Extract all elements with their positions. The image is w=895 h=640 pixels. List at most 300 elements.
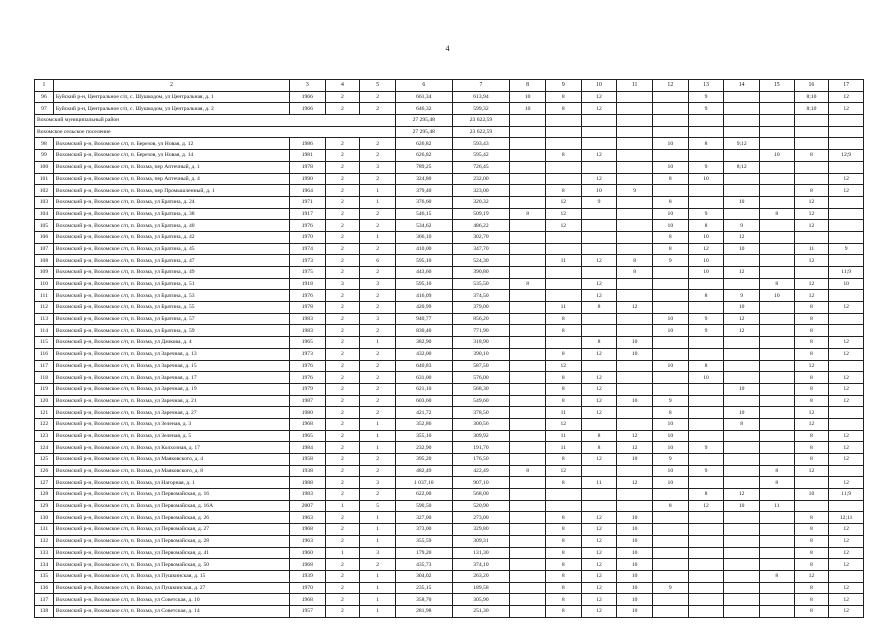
cell-c11: [617, 243, 653, 255]
cell-c12: [652, 267, 688, 279]
cell-c9: 8: [545, 150, 581, 162]
cell-c13: [688, 395, 724, 407]
address-cell: Вохомский р-н, Вохомское с/п, п. Вохма, ул Первомайская, д. 27: [53, 524, 289, 536]
cell-c17: 12: [829, 395, 864, 407]
cell-c10: 12: [581, 454, 617, 466]
cell-c14: [724, 477, 760, 489]
table-row: [35, 489, 864, 501]
cell-c9: 8: [545, 372, 581, 384]
column-number-6: 6: [395, 80, 452, 92]
cell-c10: 8: [581, 337, 617, 349]
cell-c11: 10: [617, 395, 653, 407]
cell-c8: [510, 395, 546, 407]
cell-c7: 273,00: [452, 512, 510, 524]
column-number-8: 8: [510, 80, 546, 92]
cell-c11: 10: [617, 582, 653, 594]
cell-c5: 2: [360, 220, 396, 232]
cell-c7: 347,70: [452, 243, 510, 255]
cell-c8: [510, 337, 546, 349]
cell-c17: 12: [829, 383, 864, 395]
cell-c11: 10: [617, 559, 653, 571]
cell-c17: [829, 220, 864, 232]
cell-c12: [652, 594, 688, 606]
cell-c14: 12: [724, 231, 760, 243]
cell-c10: 12: [581, 348, 617, 360]
cell-c12: 10: [652, 161, 688, 173]
cell-c17: [829, 208, 864, 220]
cell-c15: [760, 442, 795, 454]
cell-c3: 1971: [289, 196, 325, 208]
cell-c13: 9: [688, 208, 724, 220]
cell-c6: 304,02: [395, 570, 452, 582]
cell-c17: [829, 407, 864, 419]
cell-c12: 10: [652, 418, 688, 430]
cell-c9: 11: [545, 442, 581, 454]
cell-c17: 12: [829, 594, 864, 606]
address-cell: Буйский р-н, Центральное с/п, с. Шушкодом, ул Центральная, д. 2: [53, 103, 289, 115]
cell-c8: 8: [510, 278, 546, 290]
cell-c7: 309,31: [452, 535, 510, 547]
column-number-14: 14: [724, 80, 760, 92]
cell-c3: 1981: [289, 150, 325, 162]
cell-c12: [652, 547, 688, 559]
cell-c5: 2: [360, 454, 396, 466]
cell-c7: 131,30: [452, 547, 510, 559]
cell-c7: 251,30: [452, 605, 510, 617]
row-number: 115: [35, 337, 54, 349]
cell-c15: [760, 255, 795, 267]
cell-c15: 8: [760, 278, 795, 290]
settlement-row-empty: [760, 126, 795, 138]
cell-c12: 10: [652, 430, 688, 442]
cell-c15: [760, 395, 795, 407]
settlement-row-empty: [617, 126, 653, 138]
cell-c13: 8: [688, 220, 724, 232]
cell-c15: 8: [760, 208, 795, 220]
cell-c13: [688, 570, 724, 582]
cell-c10: [581, 267, 617, 279]
cell-c15: 8: [760, 570, 795, 582]
cell-c7: 379,00: [452, 302, 510, 314]
cell-c17: 12: [829, 348, 864, 360]
cell-c10: 12: [581, 290, 617, 302]
cell-c16: 8: [794, 430, 829, 442]
cell-c7: 486,22: [452, 220, 510, 232]
cell-c10: 12: [581, 150, 617, 162]
district-row-empty: [829, 115, 864, 127]
cell-c13: [688, 302, 724, 314]
cell-c5: 1: [360, 582, 396, 594]
cell-c16: 8: [794, 535, 829, 547]
cell-c9: 8: [545, 91, 581, 103]
district-row-empty: [510, 115, 546, 127]
table-row: [35, 161, 864, 173]
cell-c14: 9;12: [724, 138, 760, 150]
row-number: 109: [35, 267, 54, 279]
cell-c14: 10: [724, 407, 760, 419]
cell-c5: 2: [360, 372, 396, 384]
cell-c4: 2: [325, 290, 360, 302]
cell-c5: 2: [360, 290, 396, 302]
settlement-row-empty: [829, 126, 864, 138]
cell-c8: [510, 418, 546, 430]
cell-c15: [760, 594, 795, 606]
cell-c12: [652, 150, 688, 162]
cell-c5: 1: [360, 605, 396, 617]
cell-c8: [510, 524, 546, 536]
address-cell: Вохомский р-н, Вохомское с/п, п. Вохма, ул Первомайская, д. 50: [53, 559, 289, 571]
cell-c3: 1963: [289, 512, 325, 524]
cell-c15: [760, 185, 795, 197]
cell-c6: 1 037,10: [395, 477, 452, 489]
cell-c16: 8: [794, 395, 829, 407]
address-cell: Вохомский р-н, Вохомское с/п, п. Вохма, ул Братина, д. 57: [53, 313, 289, 325]
cell-c8: [510, 430, 546, 442]
cell-c11: 9: [617, 185, 653, 197]
cell-c12: [652, 103, 688, 115]
cell-c5: 6: [360, 255, 396, 267]
cell-c4: 2: [325, 512, 360, 524]
cell-c5: 1: [360, 337, 396, 349]
cell-c4: 2: [325, 185, 360, 197]
cell-c14: [724, 278, 760, 290]
cell-c15: [760, 231, 795, 243]
row-number: 103: [35, 196, 54, 208]
cell-c12: 10: [652, 220, 688, 232]
cell-c3: 1983: [289, 489, 325, 501]
cell-c8: [510, 243, 546, 255]
cell-c5: 3: [360, 161, 396, 173]
cell-c16: [794, 500, 829, 512]
cell-c8: [510, 138, 546, 150]
table-row: [35, 477, 864, 489]
cell-c6: 324,80: [395, 173, 452, 185]
table-row: [35, 512, 864, 524]
district-row: [35, 115, 864, 127]
address-cell: Вохомский р-н, Вохомское с/п, п. Вохма, ул Братина, д. 40: [53, 220, 289, 232]
cell-c12: 10: [652, 138, 688, 150]
cell-c15: [760, 547, 795, 559]
cell-c14: [724, 535, 760, 547]
address-cell: Вохомский р-н, Вохомское с/п, п. Вохма, ул Маяковского, д. 8: [53, 465, 289, 477]
cell-c11: [617, 313, 653, 325]
cell-c9: 8: [545, 325, 581, 337]
cell-c3: 1957: [289, 605, 325, 617]
cell-c10: 12: [581, 547, 617, 559]
cell-c9: 11: [545, 430, 581, 442]
cell-c10: [581, 465, 617, 477]
cell-c6: 352,86: [395, 418, 452, 430]
cell-c12: [652, 605, 688, 617]
cell-c16: 8: [794, 524, 829, 536]
cell-c3: 1970: [289, 582, 325, 594]
table-row: [35, 313, 864, 325]
cell-c8: [510, 383, 546, 395]
cell-c11: [617, 103, 653, 115]
district-row-empty: [617, 115, 653, 127]
column-number-17: 17: [829, 80, 864, 92]
cell-c13: [688, 477, 724, 489]
cell-c7: 378,50: [452, 407, 510, 419]
cell-c9: 8: [545, 103, 581, 115]
cell-c3: 1976: [289, 220, 325, 232]
cell-c4: 2: [325, 430, 360, 442]
cell-c13: 9: [688, 161, 724, 173]
cell-c17: 12: [829, 547, 864, 559]
cell-c13: 8: [688, 360, 724, 372]
cell-c14: 10: [724, 196, 760, 208]
cell-c3: 1917: [289, 208, 325, 220]
cell-c4: 2: [325, 173, 360, 185]
cell-c16: 12: [794, 570, 829, 582]
cell-c5: 1: [360, 524, 396, 536]
row-number: 111: [35, 290, 54, 302]
cell-c4: 2: [325, 372, 360, 384]
cell-c17: 12: [829, 442, 864, 454]
cell-c16: [794, 138, 829, 150]
cell-c4: 2: [325, 231, 360, 243]
cell-c6: 235,15: [395, 582, 452, 594]
cell-c3: 1963: [289, 535, 325, 547]
cell-c16: 12: [794, 465, 829, 477]
cell-c16: 8: [794, 512, 829, 524]
cell-c11: 10: [617, 535, 653, 547]
cell-c7: 390,80: [452, 267, 510, 279]
cell-c17: [829, 313, 864, 325]
cell-c8: [510, 372, 546, 384]
registry-table-wrapper: [34, 79, 864, 618]
cell-c8: [510, 535, 546, 547]
cell-c6: 420,99: [395, 302, 452, 314]
cell-c13: 10: [688, 372, 724, 384]
cell-c15: 10: [760, 290, 795, 302]
cell-c8: 8: [510, 208, 546, 220]
cell-c14: [724, 465, 760, 477]
cell-c13: [688, 512, 724, 524]
cell-c15: [760, 325, 795, 337]
district-row-empty: [545, 115, 581, 127]
cell-c5: 2: [360, 465, 396, 477]
cell-c7: 520,90: [452, 500, 510, 512]
cell-c14: [724, 337, 760, 349]
cell-c10: 12: [581, 372, 617, 384]
table-row: [35, 196, 864, 208]
cell-c4: 2: [325, 348, 360, 360]
cell-c5: 3: [360, 477, 396, 489]
cell-c15: [760, 243, 795, 255]
cell-c5: 2: [360, 91, 396, 103]
cell-c15: [760, 103, 795, 115]
cell-c10: 10: [581, 185, 617, 197]
cell-c11: [617, 489, 653, 501]
cell-c5: 1: [360, 430, 396, 442]
cell-c6: 626,82: [395, 150, 452, 162]
row-number: 104: [35, 208, 54, 220]
cell-c15: [760, 418, 795, 430]
cell-c15: [760, 267, 795, 279]
cell-c12: [652, 559, 688, 571]
cell-c15: [760, 360, 795, 372]
cell-c10: [581, 325, 617, 337]
table-row: [35, 559, 864, 571]
cell-c13: 12: [688, 500, 724, 512]
cell-c3: 1979: [289, 383, 325, 395]
cell-c9: [545, 500, 581, 512]
cell-c15: [760, 161, 795, 173]
row-number: 96: [35, 91, 54, 103]
cell-c10: 12: [581, 582, 617, 594]
cell-c3: 1983: [289, 325, 325, 337]
cell-c9: 11: [545, 407, 581, 419]
cell-c13: [688, 196, 724, 208]
cell-c3: 1964: [289, 185, 325, 197]
row-number: 120: [35, 395, 54, 407]
cell-c13: [688, 185, 724, 197]
cell-c10: 12: [581, 278, 617, 290]
cell-c8: [510, 570, 546, 582]
cell-c11: 10: [617, 524, 653, 536]
cell-c11: [617, 173, 653, 185]
cell-c13: [688, 278, 724, 290]
cell-c5: 1: [360, 196, 396, 208]
cell-c8: [510, 231, 546, 243]
cell-c9: 8: [545, 559, 581, 571]
cell-c7: 613,94: [452, 91, 510, 103]
cell-c13: [688, 535, 724, 547]
cell-c4: 2: [325, 383, 360, 395]
table-row: [35, 150, 864, 162]
cell-c4: 2: [325, 442, 360, 454]
cell-c3: 1987: [289, 395, 325, 407]
cell-c4: 2: [325, 337, 360, 349]
table-row: [35, 360, 864, 372]
cell-c6: 546,15: [395, 208, 452, 220]
cell-c7: 191,70: [452, 442, 510, 454]
cell-c16: [794, 267, 829, 279]
cell-c14: 12: [724, 267, 760, 279]
address-cell: Вохомский р-н, Вохомское с/п, п. Вохма, ул Нагорная, д. 1: [53, 477, 289, 489]
row-number: 117: [35, 360, 54, 372]
cell-c17: 12: [829, 302, 864, 314]
cell-c17: 12: [829, 372, 864, 384]
cell-c15: [760, 454, 795, 466]
cell-c13: 10: [688, 231, 724, 243]
address-cell: Вохомский р-н, Вохомское с/п, п. Вохма, ул Братина, д. 53: [53, 290, 289, 302]
cell-c5: 5: [360, 500, 396, 512]
cell-c9: 8: [545, 454, 581, 466]
cell-c4: 2: [325, 150, 360, 162]
row-number: 107: [35, 243, 54, 255]
cell-c9: [545, 243, 581, 255]
table-row: [35, 395, 864, 407]
district-row-empty: [688, 115, 724, 127]
cell-c8: [510, 290, 546, 302]
cell-c12: 9: [652, 255, 688, 267]
cell-c8: [510, 267, 546, 279]
cell-c11: 10: [617, 547, 653, 559]
cell-c17: 12;11: [829, 512, 864, 524]
cell-c17: [829, 161, 864, 173]
cell-c11: [617, 231, 653, 243]
cell-c4: 2: [325, 407, 360, 419]
cell-c3: 1990: [289, 173, 325, 185]
settlement-row-label: Вохомское сельское поселение: [35, 126, 396, 138]
cell-c4: 2: [325, 255, 360, 267]
cell-c17: 12: [829, 91, 864, 103]
cell-c12: 9: [652, 582, 688, 594]
cell-c11: [617, 161, 653, 173]
cell-c10: 12: [581, 407, 617, 419]
cell-c6: 626,82: [395, 138, 452, 150]
cell-c17: 12: [829, 337, 864, 349]
cell-c16: 8: [794, 547, 829, 559]
cell-c13: 9: [688, 91, 724, 103]
cell-c14: [724, 348, 760, 360]
cell-c10: [581, 418, 617, 430]
cell-c14: [724, 547, 760, 559]
cell-c6: 595,10: [395, 255, 452, 267]
cell-c11: [617, 418, 653, 430]
cell-c5: 3: [360, 547, 396, 559]
cell-c7: 263,20: [452, 570, 510, 582]
cell-c4: 2: [325, 582, 360, 594]
address-cell: Вохомский р-н, Вохомское с/п, п. Вохма, ул Заречная, д. 13: [53, 348, 289, 360]
column-number-9: 9: [545, 80, 581, 92]
cell-c15: [760, 173, 795, 185]
cell-c16: 12: [794, 418, 829, 430]
cell-c9: 8: [545, 383, 581, 395]
cell-c6: 410,00: [395, 243, 452, 255]
cell-c10: [581, 220, 617, 232]
settlement-row-empty: [510, 126, 546, 138]
table-row: [35, 570, 864, 582]
address-cell: Вохомский р-н, Вохомское с/п, п. Вохма, ул Первомайская, д. 26: [53, 512, 289, 524]
column-number-1: 1: [35, 80, 54, 92]
cell-c17: 12: [829, 535, 864, 547]
cell-c17: [829, 231, 864, 243]
cell-c12: 9: [652, 454, 688, 466]
column-number-5: 5: [360, 80, 396, 92]
address-cell: Вохомский р-н, Вохомское с/п, п. Вохма, ул Маяковского, д. 4: [53, 454, 289, 466]
table-row: [35, 138, 864, 150]
settlement-row: [35, 126, 864, 138]
cell-c5: 1: [360, 442, 396, 454]
table-row: [35, 524, 864, 536]
cell-c11: 12: [617, 430, 653, 442]
cell-c12: [652, 302, 688, 314]
cell-c16: 12: [794, 220, 829, 232]
row-number: 135: [35, 570, 54, 582]
cell-c9: 8: [545, 348, 581, 360]
cell-c8: [510, 500, 546, 512]
cell-c14: 10: [724, 302, 760, 314]
cell-c3: 1973: [289, 255, 325, 267]
cell-c13: [688, 150, 724, 162]
cell-c5: 3: [360, 278, 396, 290]
cell-c9: 11: [545, 302, 581, 314]
cell-c15: [760, 313, 795, 325]
row-number: 123: [35, 430, 54, 442]
cell-c5: 1: [360, 594, 396, 606]
cell-c10: [581, 489, 617, 501]
cell-c11: 12: [617, 442, 653, 454]
address-cell: Вохомский р-н, Вохомское с/п, п. Вохма, ул Первомайская, д. 41: [53, 547, 289, 559]
cell-c17: [829, 418, 864, 430]
cell-c5: 3: [360, 313, 396, 325]
cell-c6: 603,60: [395, 395, 452, 407]
column-number-16: 16: [794, 80, 829, 92]
cell-c15: [760, 430, 795, 442]
